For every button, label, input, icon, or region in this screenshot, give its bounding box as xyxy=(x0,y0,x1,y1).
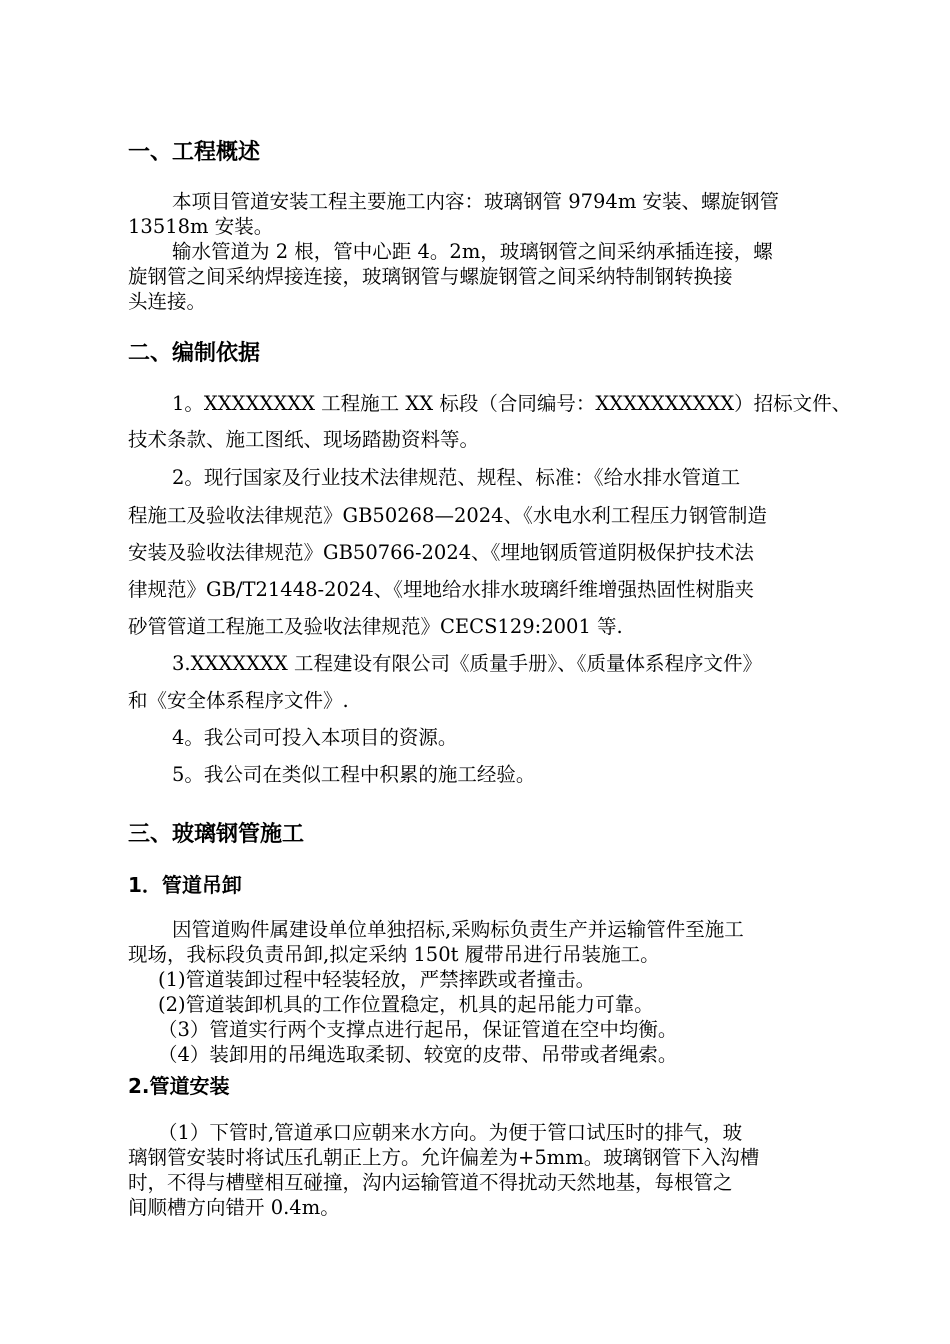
paragraph-line: 头连接。 xyxy=(128,290,207,313)
section-heading-basis: 二、编制依据 xyxy=(128,341,261,366)
paragraph-line: 安装及验收法律规范》GB50766-2024、《埋地钢质管道阴极保护技术法 xyxy=(128,541,754,564)
paragraph-line: 间顺槽方向错开 0.4m。 xyxy=(128,1196,340,1219)
section-heading-overview: 一、工程概述 xyxy=(128,140,261,165)
section-heading-frp-construction: 三、玻璃钢管施工 xyxy=(128,822,305,847)
paragraph-line: 和《安全体系程序文件》. xyxy=(128,689,349,712)
list-item: （4）装卸用的吊绳选取柔韧、较宽的皮带、吊带或者绳索。 xyxy=(158,1043,678,1066)
paragraph-line: 旋钢管之间采纳焊接连接，玻璃钢管与螺旋钢管之间采纳特制钢转换接 xyxy=(128,265,733,288)
subsection-heading-pipe-unloading: 1．管道吊卸 xyxy=(128,873,242,897)
list-item: (1)管道装卸过程中轻装轻放，严禁摔跌或者撞击。 xyxy=(158,968,596,991)
paragraph-line: 1。XXXXXXXX 工程施工 XX 标段（合同编号：XXXXXXXXXX）招标文件、 xyxy=(172,392,852,415)
paragraph-line: 技术条款、施工图纸、现场踏勘资料等。 xyxy=(128,428,480,451)
paragraph-line: 13518m 安装。 xyxy=(128,215,274,238)
paragraph-line: （1）下管时,管道承口应朝来水方向。为便于管口试压时的排气，玻 xyxy=(158,1121,743,1144)
paragraph-line: 3.XXXXXXX 工程建设有限公司《质量手册》、《质量体系程序文件》 xyxy=(172,652,762,675)
paragraph-line: 现场，我标段负责吊卸,拟定采纳 150t 履带吊进行吊装施工。 xyxy=(128,943,660,966)
paragraph-line: 5。我公司在类似工程中积累的施工经验。 xyxy=(172,763,536,786)
paragraph-line: 时，不得与槽壁相互碰撞，沟内运输管道不得扰动天然地基，每根管之 xyxy=(128,1171,733,1194)
paragraph-line: 砂管管道工程施工及验收法律规范》CECS129:2001 等. xyxy=(128,615,623,638)
list-item: (2)管道装卸机具的工作位置稳定，机具的起吊能力可靠。 xyxy=(158,993,654,1016)
paragraph-line: 本项目管道安装工程主要施工内容：玻璃钢管 9794m 安装、螺旋钢管 xyxy=(172,190,780,213)
paragraph-line: 程施工及验收法律规范》GB50268—2024、《水电水利工程压力钢管制造 xyxy=(128,504,767,527)
subsection-heading-pipe-installation: 2.管道安装 xyxy=(128,1074,230,1098)
paragraph-line: 璃钢管安装时将试压孔朝正上方。允许偏差为+5mm。玻璃钢管下入沟槽 xyxy=(128,1146,760,1169)
paragraph-line: 律规范》GB/T21448-2024、《埋地给水排水玻璃纤维增强热固性树脂夹 xyxy=(128,578,754,601)
paragraph-line: 输水管道为 2 根，管中心距 4。2m，玻璃钢管之间采纳承插连接，螺 xyxy=(172,240,773,263)
paragraph-line: 2。现行国家及行业技术法律规范、规程、标准：《给水排水管道工 xyxy=(172,466,741,489)
list-item: （3）管道实行两个支撑点进行起吊，保证管道在空中均衡。 xyxy=(158,1018,678,1041)
paragraph-line: 4。我公司可投入本项目的资源。 xyxy=(172,726,458,749)
paragraph-line: 因管道购件属建设单位单独招标,采购标负责生产并运输管件至施工 xyxy=(172,918,744,941)
